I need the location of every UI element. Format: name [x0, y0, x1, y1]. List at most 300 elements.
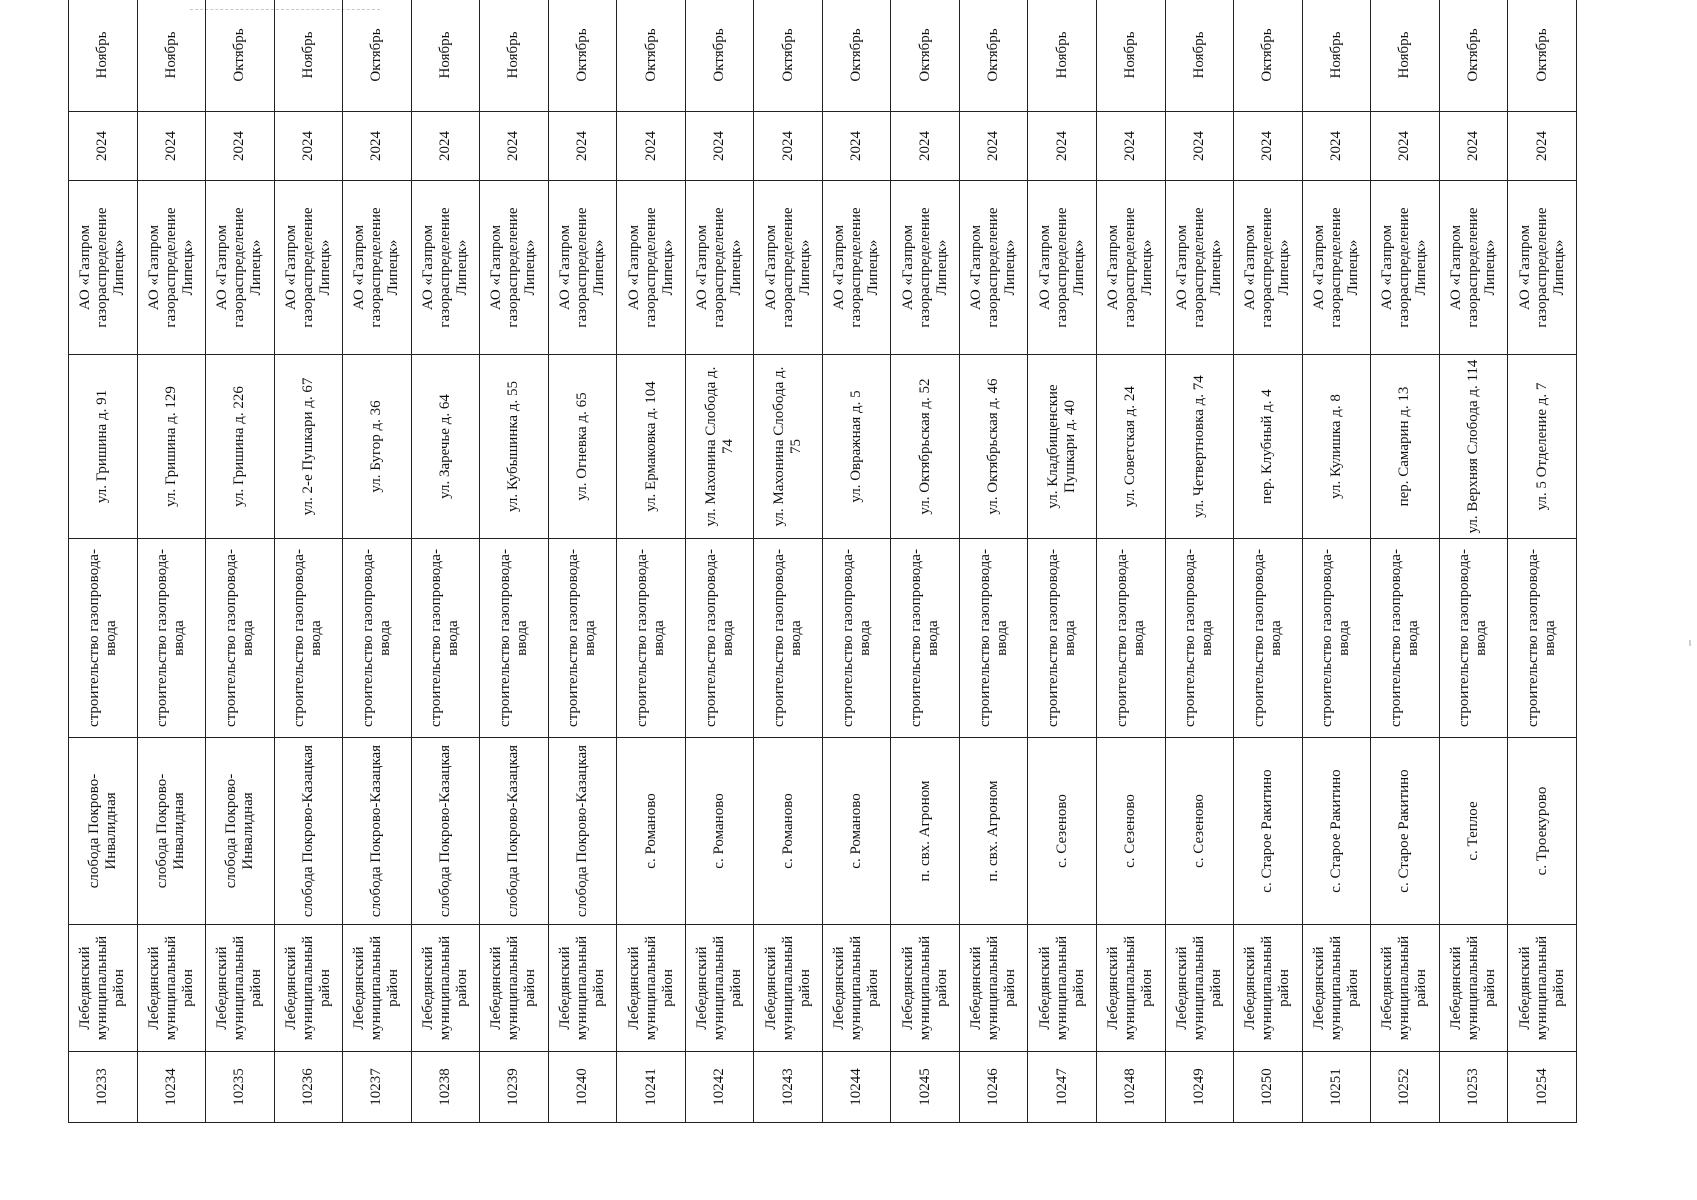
month-cell-text: Ноябрь [1327, 31, 1344, 79]
district-cell-text: Лебедянский муниципальный район [419, 935, 470, 1041]
work-type-cell-text: строительство газопровода-ввода [1250, 549, 1284, 727]
year-cell [891, 112, 960, 181]
work-type-cell [959, 539, 1028, 738]
address-cell [754, 355, 823, 539]
row-number-cell-text: 10235 [231, 1068, 248, 1106]
year-cell-text: 2024 [505, 131, 522, 161]
settlement-cell [411, 738, 480, 925]
address-cell [411, 355, 480, 539]
year-cell [480, 112, 549, 181]
row-number-cell-text: 10244 [848, 1068, 865, 1106]
organization-cell [959, 181, 1028, 355]
organization-cell [1508, 181, 1577, 355]
work-type-cell [754, 539, 823, 738]
work-type-cell [1234, 539, 1303, 738]
district-cell-text: Лебедянский муниципальный район [1310, 935, 1361, 1041]
settlement-cell-text: с. Теплое [1464, 801, 1481, 861]
table-body [69, 0, 1577, 1123]
month-cell [1508, 0, 1577, 112]
address-cell-text: ул. Гришина д. 91 [94, 389, 111, 504]
row-number-cell [959, 1052, 1028, 1123]
district-cell [754, 925, 823, 1052]
work-type-cell-text: строительство газопровода-ввода [1045, 549, 1079, 727]
address-cell-text: ул. 2-е Пушкари д. 67 [299, 377, 316, 516]
month-cell [274, 0, 343, 112]
work-type-cell-text: строительство газопровода-ввода [908, 549, 942, 727]
month-cell-text: Октябрь [1464, 28, 1481, 82]
year-cell [1096, 112, 1165, 181]
organization-cell-text: АО «Газпром газораспределение Липецк» [282, 207, 333, 328]
settlement-cell [206, 738, 275, 925]
address-cell-text: ул. Гришина д. 129 [162, 386, 179, 507]
organization-cell [754, 181, 823, 355]
address-cell-text: ул. Ермаковка д. 104 [642, 381, 659, 512]
year-cell-text: 2024 [779, 131, 796, 161]
organization-cell [548, 181, 617, 355]
table-row [1096, 0, 1165, 1123]
organization-cell [685, 181, 754, 355]
year-cell-text: 2024 [299, 131, 316, 161]
district-cell-text: Лебедянский муниципальный район [1173, 935, 1224, 1041]
month-cell-text: Ноябрь [505, 31, 522, 79]
address-cell [137, 355, 206, 539]
district-cell-text: Лебедянский муниципальный район [625, 935, 676, 1041]
year-cell [1165, 112, 1234, 181]
district-cell-text: Лебедянский муниципальный район [77, 935, 128, 1041]
settlement-cell-text: п. свх. Агроном [985, 780, 1002, 882]
address-cell [959, 355, 1028, 539]
address-cell-text: пер. Самарин д. 13 [1396, 386, 1413, 507]
address-cell-text: ул. Октябрьская д. 52 [916, 378, 933, 515]
work-type-cell [1302, 539, 1371, 738]
table-row [1165, 0, 1234, 1123]
work-type-cell-text: строительство газопровода-ввода [1182, 549, 1216, 727]
organization-cell-text: АО «Газпром газораспределение Липецк» [1447, 207, 1498, 328]
year-cell-text: 2024 [848, 131, 865, 161]
settlement-cell [822, 738, 891, 925]
district-cell-text: Лебедянский муниципальный район [556, 935, 607, 1041]
year-cell-text: 2024 [162, 131, 179, 161]
row-number-cell [1508, 1052, 1577, 1123]
address-cell-text: ул. Махонина Слобода д. 74 [702, 366, 736, 527]
district-cell [891, 925, 960, 1052]
month-cell [1234, 0, 1303, 112]
organization-cell [137, 181, 206, 355]
month-cell [69, 0, 138, 112]
table-row [754, 0, 823, 1123]
month-cell [206, 0, 275, 112]
table-row [1302, 0, 1371, 1123]
year-cell-text: 2024 [916, 131, 933, 161]
organization-cell-text: АО «Газпром газораспределение Липецк» [899, 207, 950, 328]
organization-cell-text: АО «Газпром газораспределение Липецк» [214, 207, 265, 328]
year-cell [1028, 112, 1097, 181]
month-cell [1165, 0, 1234, 112]
settlement-cell [891, 738, 960, 925]
year-cell [822, 112, 891, 181]
address-cell [1371, 355, 1440, 539]
row-number-cell [1371, 1052, 1440, 1123]
row-number-cell-text: 10247 [1053, 1068, 1070, 1106]
table-row [480, 0, 549, 1123]
month-cell-text: Октябрь [231, 28, 248, 82]
month-cell-text: Ноябрь [1053, 31, 1070, 79]
organization-cell [1028, 181, 1097, 355]
row-number-cell [137, 1052, 206, 1123]
year-cell [754, 112, 823, 181]
district-cell [206, 925, 275, 1052]
settlement-cell-text: слобода Покрово-Инвалидная [222, 773, 256, 889]
row-number-cell [822, 1052, 891, 1123]
month-cell [685, 0, 754, 112]
row-number-cell [1234, 1052, 1303, 1123]
work-type-cell-text: строительство газопровода-ввода [1456, 549, 1490, 727]
row-number-cell-text: 10240 [573, 1068, 590, 1106]
table-row [411, 0, 480, 1123]
month-cell [1439, 0, 1508, 112]
organization-cell-text: АО «Газпром газораспределение Липецк» [77, 207, 128, 328]
month-cell-text: Октябрь [848, 28, 865, 82]
address-cell [206, 355, 275, 539]
organization-cell-text: АО «Газпром газораспределение Липецк» [1105, 207, 1156, 328]
organization-cell-text: АО «Газпром газораспределение Липецк» [1242, 207, 1293, 328]
address-cell [1508, 355, 1577, 539]
gasification-schedule-table [68, 0, 1577, 1123]
settlement-cell-text: с. Романово [711, 793, 728, 869]
row-number-cell-text: 10243 [779, 1068, 796, 1106]
row-number-cell [1096, 1052, 1165, 1123]
month-cell-text: Октябрь [985, 28, 1002, 82]
settlement-cell [274, 738, 343, 925]
settlement-cell [1028, 738, 1097, 925]
work-type-cell-text: строительство газопровода-ввода [976, 549, 1010, 727]
district-cell-text: Лебедянский муниципальный район [762, 935, 813, 1041]
district-cell [1096, 925, 1165, 1052]
settlement-cell-text: слобода Покрово-Инвалидная [85, 773, 119, 889]
address-cell-text: ул. Кладбищенские Пушкари д. 40 [1045, 384, 1079, 509]
address-cell-text: ул. Октябрьская д. 46 [985, 378, 1002, 515]
work-type-cell-text: строительство газопровода-ввода [1113, 549, 1147, 727]
row-number-cell-text: 10249 [1190, 1068, 1207, 1106]
district-cell-text: Лебедянский муниципальный район [488, 935, 539, 1041]
month-cell-text: Октябрь [1259, 28, 1276, 82]
table-row [1371, 0, 1440, 1123]
settlement-cell-text: слобода Покрово-Казацкая [573, 744, 590, 918]
address-cell [274, 355, 343, 539]
address-cell [1165, 355, 1234, 539]
organization-cell-text: АО «Газпром газораспределение Липецк» [351, 207, 402, 328]
organization-cell [1302, 181, 1371, 355]
work-type-cell-text: строительство газопровода-ввода [839, 549, 873, 727]
organization-cell-text: АО «Газпром газораспределение Липецк» [488, 207, 539, 328]
month-cell [411, 0, 480, 112]
settlement-cell-text: с. Старое Ракитино [1396, 769, 1413, 893]
settlement-cell-text: п. свх. Агроном [916, 780, 933, 882]
district-cell [822, 925, 891, 1052]
row-number-cell [685, 1052, 754, 1123]
settlement-cell-text: слобода Покрово-Казацкая [299, 744, 316, 918]
row-number-cell-text: 10234 [162, 1068, 179, 1106]
settlement-cell [69, 738, 138, 925]
row-number-cell [1028, 1052, 1097, 1123]
district-cell [1302, 925, 1371, 1052]
work-type-cell-text: строительство газопровода-ввода [359, 549, 393, 727]
year-cell-text: 2024 [231, 131, 248, 161]
month-cell [1371, 0, 1440, 112]
organization-cell-text: АО «Газпром газораспределение Липецк» [1379, 207, 1430, 328]
work-type-cell-text: строительство газопровода-ввода [154, 549, 188, 727]
table-row [1508, 0, 1577, 1123]
month-cell [891, 0, 960, 112]
row-number-cell-text: 10238 [436, 1068, 453, 1106]
district-cell-text: Лебедянский муниципальный район [968, 935, 1019, 1041]
settlement-cell-text: слобода Покрово-Казацкая [505, 744, 522, 918]
address-cell-text: ул. 5 Отделение д. 7 [1533, 382, 1550, 511]
year-cell [1439, 112, 1508, 181]
month-cell-text: Ноябрь [1122, 31, 1139, 79]
row-number-cell [69, 1052, 138, 1123]
organization-cell-text: АО «Газпром газораспределение Липецк» [1310, 207, 1361, 328]
table-row [343, 0, 412, 1123]
district-cell [1439, 925, 1508, 1052]
organization-cell-text: АО «Газпром газораспределение Липецк» [1036, 207, 1087, 328]
work-type-cell [480, 539, 549, 738]
row-number-cell [206, 1052, 275, 1123]
settlement-cell-text: с. Троекурово [1533, 786, 1550, 876]
year-cell-text: 2024 [711, 131, 728, 161]
address-cell-text: ул. Кубышинка д. 55 [505, 381, 522, 512]
address-cell [617, 355, 686, 539]
address-cell [685, 355, 754, 539]
work-type-cell [137, 539, 206, 738]
year-cell-text: 2024 [1464, 131, 1481, 161]
month-cell-text: Октябрь [573, 28, 590, 82]
table-row [617, 0, 686, 1123]
year-cell-text: 2024 [1259, 131, 1276, 161]
district-cell [1028, 925, 1097, 1052]
district-cell-text: Лебедянский муниципальный район [1242, 935, 1293, 1041]
month-cell-text: Октябрь [368, 28, 385, 82]
month-cell-text: Ноябрь [1190, 31, 1207, 79]
work-type-cell-text: строительство газопровода-ввода [1387, 549, 1421, 727]
settlement-cell [1096, 738, 1165, 925]
settlement-cell [548, 738, 617, 925]
address-cell [1028, 355, 1097, 539]
district-cell [137, 925, 206, 1052]
work-type-cell [206, 539, 275, 738]
work-type-cell-text: строительство газопровода-ввода [222, 549, 256, 727]
district-cell [548, 925, 617, 1052]
month-cell-text: Октябрь [711, 28, 728, 82]
row-number-cell-text: 10241 [642, 1068, 659, 1106]
address-cell [548, 355, 617, 539]
organization-cell [891, 181, 960, 355]
year-cell-text: 2024 [1053, 131, 1070, 161]
work-type-cell [274, 539, 343, 738]
year-cell [685, 112, 754, 181]
work-type-cell [1371, 539, 1440, 738]
row-number-cell [617, 1052, 686, 1123]
district-cell-text: Лебедянский муниципальный район [1036, 935, 1087, 1041]
work-type-cell [1028, 539, 1097, 738]
work-type-cell [685, 539, 754, 738]
year-cell [274, 112, 343, 181]
district-cell-text: Лебедянский муниципальный район [214, 935, 265, 1041]
month-cell-text: Октябрь [1533, 28, 1550, 82]
district-cell [959, 925, 1028, 1052]
settlement-cell [1508, 738, 1577, 925]
work-type-cell-text: строительство газопровода-ввода [702, 549, 736, 727]
month-cell [1028, 0, 1097, 112]
address-cell [1302, 355, 1371, 539]
organization-cell-text: АО «Газпром газораспределение Липецк» [831, 207, 882, 328]
month-cell [822, 0, 891, 112]
year-cell [1371, 112, 1440, 181]
work-type-cell-text: строительство газопровода-ввода [291, 549, 325, 727]
row-number-cell-text: 10251 [1327, 1068, 1344, 1106]
year-cell [1302, 112, 1371, 181]
month-cell-text: Ноябрь [1396, 31, 1413, 79]
district-cell-text: Лебедянский муниципальный район [1516, 935, 1567, 1041]
work-type-cell [891, 539, 960, 738]
row-number-cell-text: 10254 [1533, 1068, 1550, 1106]
row-number-cell-text: 10252 [1396, 1068, 1413, 1106]
table-row [1439, 0, 1508, 1123]
organization-cell-text: АО «Газпром газораспределение Липецк» [145, 207, 196, 328]
address-cell [1096, 355, 1165, 539]
month-cell-text: Ноябрь [299, 31, 316, 79]
organization-cell-text: АО «Газпром газораспределение Липецк» [762, 207, 813, 328]
district-cell [274, 925, 343, 1052]
district-cell [480, 925, 549, 1052]
address-cell-text: ул. Кулишка д. 8 [1327, 394, 1344, 499]
year-cell-text: 2024 [642, 131, 659, 161]
address-cell [69, 355, 138, 539]
month-cell [1096, 0, 1165, 112]
organization-cell-text: АО «Газпром газораспределение Липецк» [1173, 207, 1224, 328]
year-cell [548, 112, 617, 181]
organization-cell-text: АО «Газпром газораспределение Липецк» [419, 207, 470, 328]
year-cell [1508, 112, 1577, 181]
settlement-cell [617, 738, 686, 925]
row-number-cell [480, 1052, 549, 1123]
table-row [891, 0, 960, 1123]
organization-cell-text: АО «Газпром газораспределение Липецк» [625, 207, 676, 328]
table-row [274, 0, 343, 1123]
work-type-cell [1439, 539, 1508, 738]
district-cell-text: Лебедянский муниципальный район [282, 935, 333, 1041]
month-cell [343, 0, 412, 112]
row-number-cell-text: 10236 [299, 1068, 316, 1106]
row-number-cell [754, 1052, 823, 1123]
table-row [206, 0, 275, 1123]
row-number-cell [343, 1052, 412, 1123]
organization-cell [1439, 181, 1508, 355]
work-type-cell [1096, 539, 1165, 738]
year-cell [137, 112, 206, 181]
address-cell-text: ул. Четвертновка д. 74 [1190, 375, 1207, 518]
district-cell [69, 925, 138, 1052]
district-cell [411, 925, 480, 1052]
settlement-cell [480, 738, 549, 925]
settlement-cell-text: с. Романово [779, 793, 796, 869]
address-cell [1234, 355, 1303, 539]
settlement-cell [1165, 738, 1234, 925]
year-cell-text: 2024 [1533, 131, 1550, 161]
row-number-cell-text: 10242 [711, 1068, 728, 1106]
year-cell-text: 2024 [573, 131, 590, 161]
district-cell [1234, 925, 1303, 1052]
year-cell-text: 2024 [1122, 131, 1139, 161]
settlement-cell [1302, 738, 1371, 925]
year-cell-text: 2024 [1327, 131, 1344, 161]
month-cell [1302, 0, 1371, 112]
scan-artifact-mark [1689, 640, 1691, 646]
settlement-cell-text: с. Старое Ракитино [1327, 769, 1344, 893]
row-number-cell [891, 1052, 960, 1123]
month-cell-text: Ноябрь [162, 31, 179, 79]
organization-cell-text: АО «Газпром газораспределение Липецк» [1516, 207, 1567, 328]
district-cell [1165, 925, 1234, 1052]
work-type-cell [617, 539, 686, 738]
settlement-cell [1439, 738, 1508, 925]
row-number-cell [1165, 1052, 1234, 1123]
year-cell [69, 112, 138, 181]
address-cell [1439, 355, 1508, 539]
work-type-cell-text: строительство газопровода-ввода [428, 549, 462, 727]
organization-cell [480, 181, 549, 355]
address-cell-text: пер. Клубный д. 4 [1259, 389, 1276, 504]
settlement-cell [754, 738, 823, 925]
month-cell-text: Ноябрь [436, 31, 453, 79]
settlement-cell-text: с. Сезеново [1190, 794, 1207, 868]
settlement-cell-text: с. Старое Ракитино [1259, 769, 1276, 893]
district-cell-text: Лебедянский муниципальный район [145, 935, 196, 1041]
year-cell [411, 112, 480, 181]
row-number-cell-text: 10246 [985, 1068, 1002, 1106]
year-cell-text: 2024 [985, 131, 1002, 161]
year-cell-text: 2024 [1190, 131, 1207, 161]
district-cell-text: Лебедянский муниципальный район [1105, 935, 1156, 1041]
organization-cell [1165, 181, 1234, 355]
settlement-cell-text: с. Сезеново [1122, 794, 1139, 868]
district-cell-text: Лебедянский муниципальный район [831, 935, 882, 1041]
settlement-cell-text: с. Романово [642, 793, 659, 869]
address-cell-text: ул. Верхняя Слобода д. 114 [1464, 359, 1481, 534]
work-type-cell-text: строительство газопровода-ввода [634, 549, 668, 727]
month-cell [959, 0, 1028, 112]
organization-cell [1096, 181, 1165, 355]
month-cell [754, 0, 823, 112]
address-cell [822, 355, 891, 539]
organization-cell-text: АО «Газпром газораспределение Липецк» [694, 207, 745, 328]
district-cell [685, 925, 754, 1052]
address-cell-text: ул. Огневка д. 65 [573, 392, 590, 501]
month-cell [617, 0, 686, 112]
organization-cell [206, 181, 275, 355]
row-number-cell-text: 10237 [368, 1068, 385, 1106]
organization-cell-text: АО «Газпром газораспределение Липецк» [556, 207, 607, 328]
month-cell [548, 0, 617, 112]
work-type-cell [548, 539, 617, 738]
year-cell-text: 2024 [436, 131, 453, 161]
work-type-cell-text: строительство газопровода-ввода [496, 549, 530, 727]
district-cell-text: Лебедянский муниципальный район [1447, 935, 1498, 1041]
month-cell [137, 0, 206, 112]
settlement-cell [959, 738, 1028, 925]
row-number-cell [274, 1052, 343, 1123]
year-cell-text: 2024 [1396, 131, 1413, 161]
